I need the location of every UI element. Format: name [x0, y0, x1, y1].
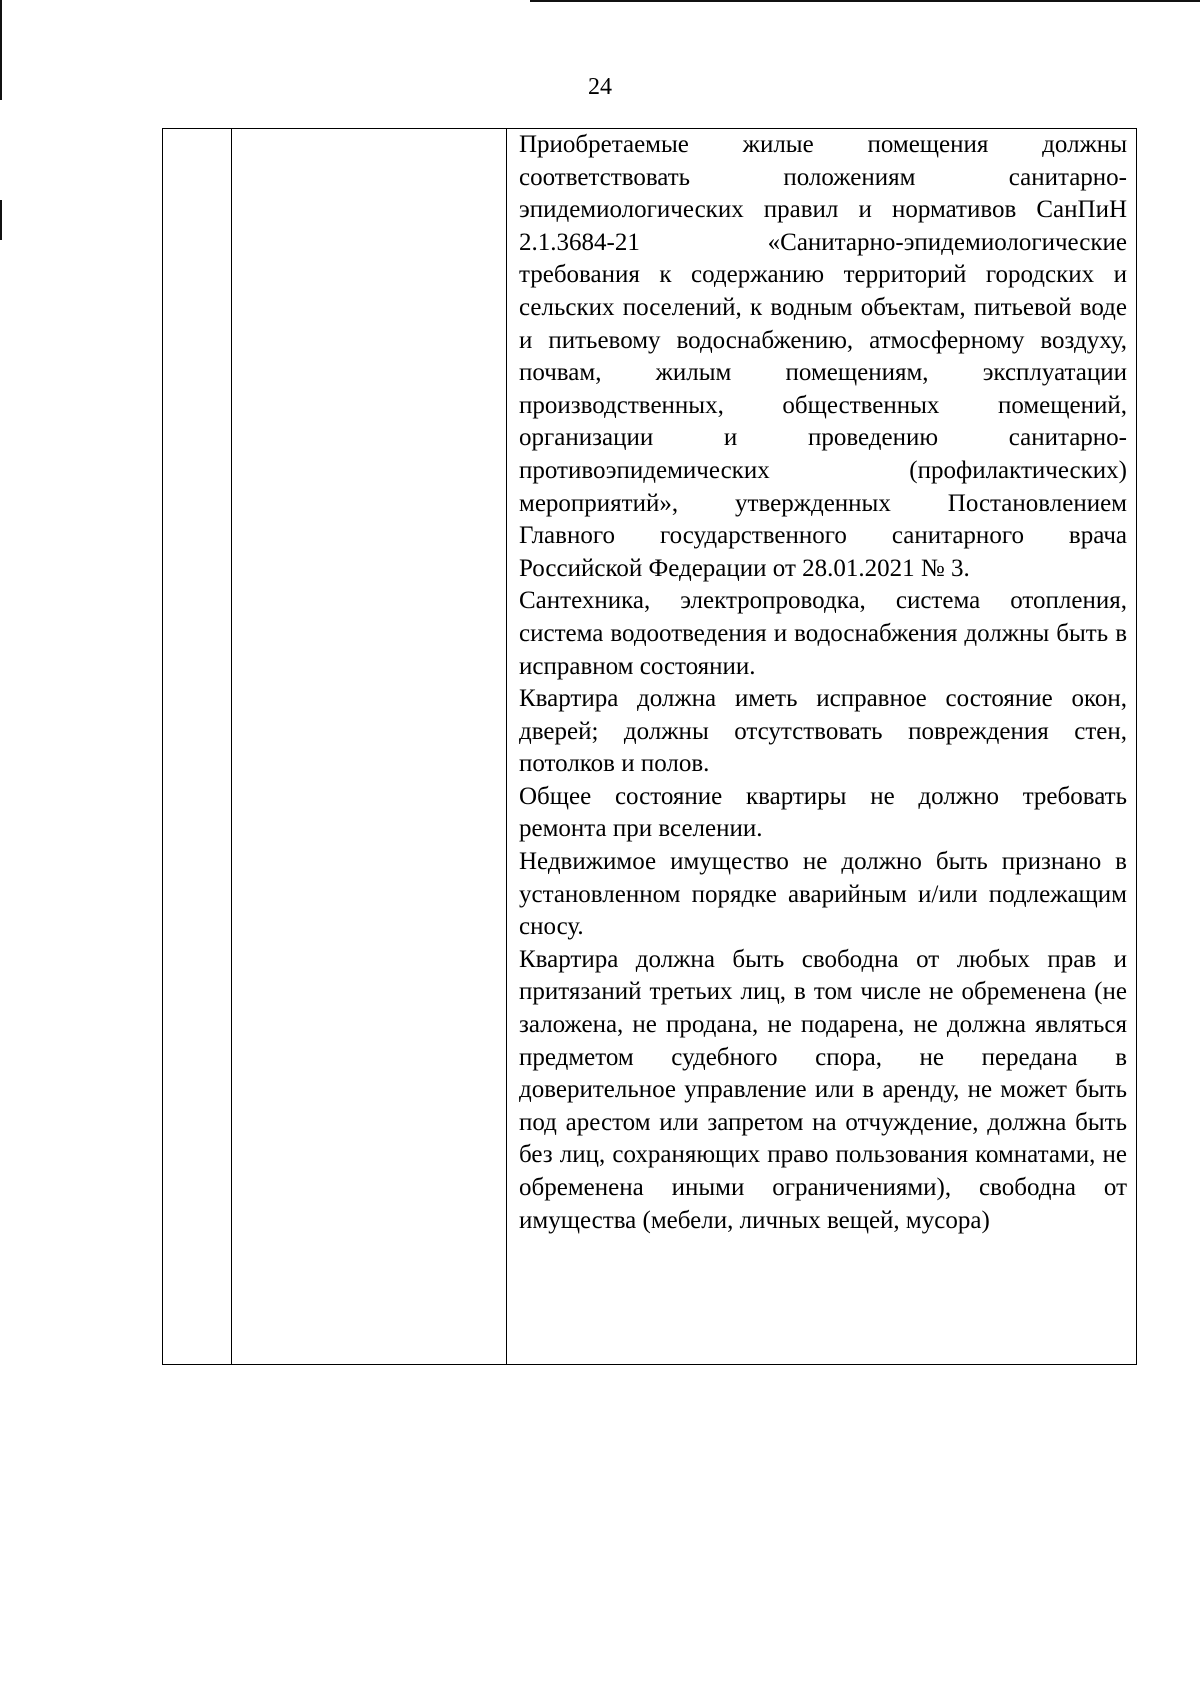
- requirement-utilities: Сантехника, электропроводка, система отопления, система водоотведения и водоснабжения должны быть в исправном состоянии.: [519, 587, 1127, 680]
- scan-edge-top: [530, 0, 1200, 2]
- table-column-divider-1: [231, 129, 232, 1364]
- requirements-table: [162, 128, 1137, 1365]
- requirement-free-of-claims: Квартира должна быть свободна от любых прав и притязаний третьих лиц, в том числе не обременена (не заложена, не продана, не подарена, не должна являться предметом судебного спора, не передана в доверительное управление или в аренду, не может быть под арестом или запретом на отчуждение, должна быть без лиц, сохраняющих право пользования комнатами, не обременена иными ограничениями), свободна от имущества (мебели, личных вещей, мусора): [519, 945, 1127, 1234]
- requirement-general-condition: Общее состояние квартиры не должно требовать ремонта при вселении.: [519, 782, 1127, 843]
- scan-edge-left-lower: [0, 200, 2, 240]
- requirement-sanitary-rules: Приобретаемые жилые помещения должны соответствовать положениям санитарно-эпидемиологических правил и нормативов СанПиН 2.1.3684-21 «Санитарно-эпидемиологические требования к содержанию территорий городских и сельских поселений, к водным объектам, питьевой воде и питьевому водоснабжению, атмосферному воздуху, почвам, жилым помещениям, эксплуатации производственных, общественных помещений, организации и проведению санитарно-противоэпидемических (профилактических) мероприятий», утвержденных Постановлением Главного государственного санитарного врача Российской Федерации от 28.01.2021 № 3.: [519, 131, 1127, 582]
- requirement-windows-doors: Квартира должна иметь исправное состояние окон, дверей; должны отсутствовать повреждения стен, потолков и полов.: [519, 685, 1127, 778]
- page-number: 24: [588, 74, 612, 100]
- requirements-cell: [519, 129, 1127, 1237]
- table-column-divider-2: [506, 129, 507, 1364]
- requirement-not-emergency: Недвижимое имущество не должно быть признано в установленном порядке аварийным и/или подлежащим сносу.: [519, 848, 1127, 941]
